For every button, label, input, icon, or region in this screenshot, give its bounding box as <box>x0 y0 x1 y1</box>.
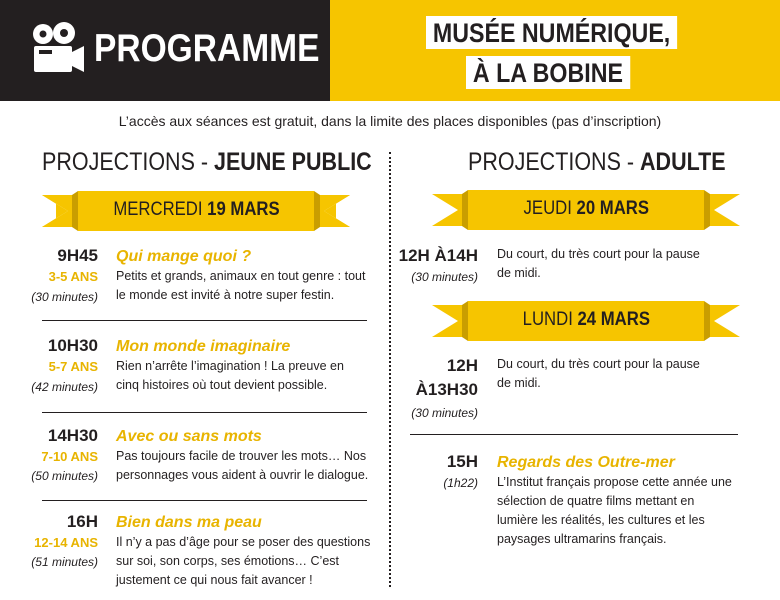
session-description: Du court, du très court pour la pause de midi. <box>497 357 700 390</box>
session-description: Pas toujours facile de trouver les mots… Nos personnages vous aident à ouvrir le dialogue. <box>116 449 369 482</box>
programme-title: PROGRAMME <box>94 27 320 70</box>
session-duration: (51 minutes) <box>31 555 98 569</box>
separator <box>410 434 738 435</box>
session-duration: (30 minutes) <box>31 290 98 304</box>
separator <box>42 320 367 321</box>
separator <box>42 412 367 413</box>
adulte-heading: PROJECTIONS - ADULTE <box>468 148 726 176</box>
session-time: 16H <box>66 512 98 531</box>
session-description: L’Institut français propose cette année une sélection de quatre films mettant en lumière les réalités, les cultures et les paysages ultramarins français. <box>497 475 732 546</box>
session-age: 3-5 ANS <box>48 269 98 284</box>
session-description: Rien n’arrête l’imagination ! La preuve en cinq histoires où tout devient possible. <box>116 359 344 392</box>
session-time: 12H <box>446 356 478 375</box>
session-age: 7-10 ANS <box>41 449 98 464</box>
session-title: Avec ou sans mots <box>116 428 262 445</box>
session-time: 10H30 <box>47 336 98 355</box>
film-camera-icon <box>28 20 86 80</box>
session-time: 14H30 <box>47 426 98 445</box>
session-age: 12-14 ANS <box>34 535 98 550</box>
column-divider <box>389 152 391 587</box>
session-duration: (50 minutes) <box>31 469 98 483</box>
separator <box>42 500 367 501</box>
session-title: Regards des Outre-mer <box>497 454 675 471</box>
session-title: Qui mange quoi ? <box>116 248 252 265</box>
museum-title-line1: MUSÉE NUMÉRIQUE, <box>426 16 677 49</box>
museum-title-line2: À LA BOBINE <box>466 56 630 89</box>
session-time: 9H45 <box>57 246 98 265</box>
session-description: Petits et grands, animaux en tout genre : tout le monde est invité à notre super festin. <box>116 269 366 302</box>
day-ribbon-jeudi: JEUDI 20 MARS <box>432 188 740 232</box>
session-title: Mon monde imaginaire <box>116 338 291 355</box>
intro-text: L’accès aux séances est gratuit, dans la limite des places disponibles (pas d’inscription) <box>118 113 662 129</box>
session-time: 12H À14H <box>398 246 478 265</box>
session-description: Du court, du très court pour la pause de midi. <box>497 247 700 280</box>
session-duration: (1h22) <box>443 476 478 490</box>
jeune-public-heading: PROJECTIONS - JEUNE PUBLIC <box>42 148 372 176</box>
session-time: 15H <box>446 452 478 471</box>
session-duration: (30 minutes) <box>411 406 478 420</box>
session-description: Il n’y a pas d’âge pour se poser des questions sur soi, son corps, ses émotions… C’est justement ce qui nous fait avancer ! <box>116 535 371 587</box>
session-time: À13H30 <box>415 380 478 399</box>
day-ribbon-mercredi: MERCREDI 19 MARS <box>42 189 350 233</box>
session-age: 5-7 ANS <box>48 359 98 374</box>
day-ribbon-lundi: LUNDI 24 MARS <box>432 299 740 343</box>
session-duration: (42 minutes) <box>31 380 98 394</box>
session-duration: (30 minutes) <box>411 270 478 284</box>
session-title: Bien dans ma peau <box>116 514 262 531</box>
